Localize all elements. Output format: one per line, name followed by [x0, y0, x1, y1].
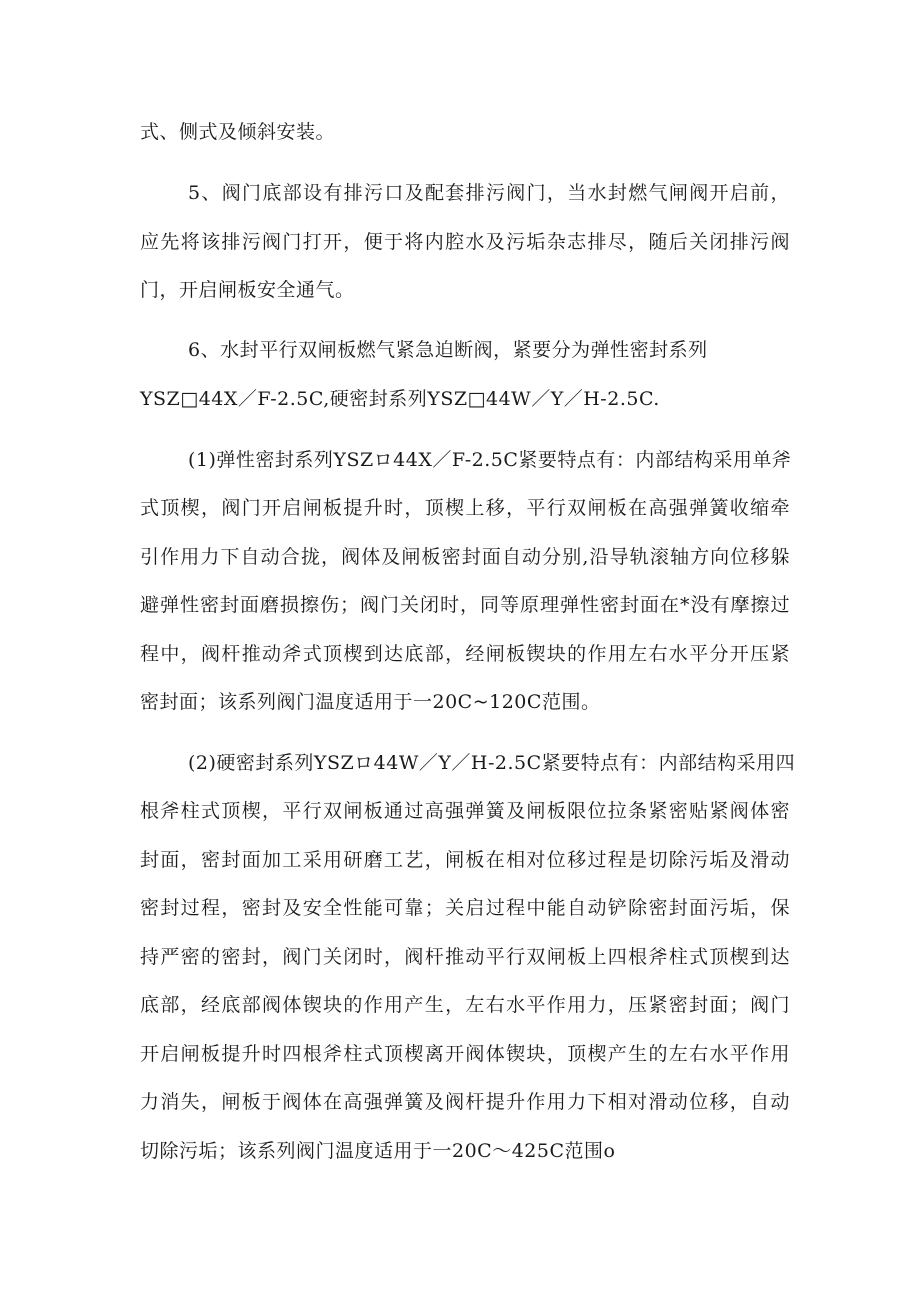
text-line: 力消失，闸板于阀体在高强弹簧及阀杆提升作用力下相对滑动位移，自动: [140, 1091, 790, 1113]
text-line: 应先将该排污阀门打开，便于将内腔水及污垢杂志排尽，随后关闭排污阀: [140, 231, 790, 253]
text-line: 式顶楔，阀门开启闸板提升时，顶楔上移，平行双闸板在高强弹簧收缩牵: [140, 497, 790, 519]
text-line: YSZ□44X／F-2.5C,硬密封系列YSZ□44W／Y／H-2.5C.: [140, 388, 660, 410]
text-line: 开启闸板提升时四根斧柱式顶楔离开阀体锲块，顶楔产生的左右水平作用: [140, 1043, 790, 1065]
paragraph-2-line-1: (2)硬密封系列YSZロ44W／Y／H-2.5C紧要特点有：内部结构采用四: [188, 752, 796, 774]
text-line: 根斧柱式顶楔，平行双闸板通过高强弹簧及闸板限位拉条紧密贴紧阀体密: [140, 800, 790, 822]
paragraph-1-line-1: (1)弹性密封系列YSZロ44X／F-2.5C紧要特点有：内部结构采用单斧: [188, 449, 792, 471]
text-line: 切除污垢；该系列阀门温度适用于一20C～425C范围o: [140, 1140, 616, 1162]
text-line: 式、侧式及倾斜安装。: [140, 121, 336, 143]
text-line: 引作用力下自动合拢，阀体及闸板密封面自动分别,沿导轨滚轴方向位移躲: [140, 546, 790, 568]
text-line: 密封面；该系列阀门温度适用于一20C~120C范围。: [140, 691, 601, 713]
text-line: 程中，阀杆推动斧式顶楔到达底部，经闸板锲块的作用左右水平分开压紧: [140, 643, 790, 665]
text-line: 门，开启闸板安全通气。: [140, 279, 355, 301]
paragraph-5-line-1: 5、阀门底部设有排污口及配套排污阀门，当水封燃气闸阀开启前，: [188, 182, 790, 204]
text-line: 避弹性密封面磨损擦伤；阀门关闭时，同等原理弹性密封面在*没有摩擦过: [140, 594, 790, 616]
text-line: 底部，经底部阀体锲块的作用产生，左右水平作用力，压紧密封面；阀门: [140, 994, 790, 1016]
text-line: 封面，密封面加工采用研磨工艺，闸板在相对位移过程是切除污垢及滑动: [140, 849, 790, 871]
text-line: 持严密的密封，阀门关闭时，阀杆推动平行双闸板上四根斧柱式顶楔到达: [140, 946, 790, 968]
text-line: 密封过程，密封及安全性能可靠；关启过程中能自动铲除密封面污垢，保: [140, 897, 790, 919]
paragraph-6-line-1: 6、水封平行双闸板燃气紧急迫断阀，紧要分为弹性密封系列: [188, 339, 708, 361]
